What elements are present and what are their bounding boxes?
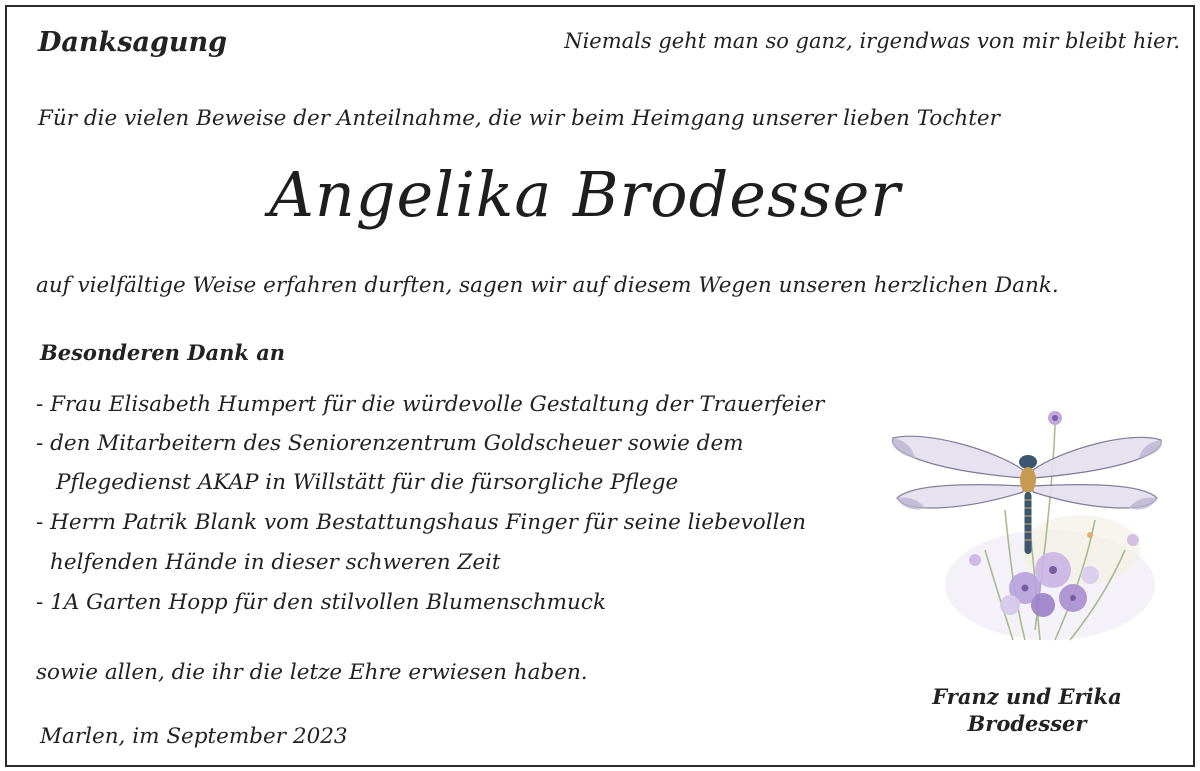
thanks-text: auf vielfältige Weise erfahren durften, sagen wir auf diesem Wegen unseren herzlichen Dank. — [36, 273, 1059, 298]
motto-quote: Niemals geht man so ganz, irgendwas von mir bleibt hier. — [564, 29, 1180, 53]
dragonfly-icon — [885, 400, 1170, 650]
place-date: Marlen, im September 2023 — [40, 724, 348, 749]
thanks-line: helfenden Hände in dieser schweren Zeit — [50, 550, 501, 575]
thanks-line: - Herrn Patrik Blank vom Bestattungshaus Finger für seine liebevollen — [36, 510, 807, 535]
deceased-name: Angelika Brodesser — [269, 158, 901, 231]
closing-text: sowie allen, die ihr die letze Ehre erwiesen haben. — [36, 660, 588, 685]
thanks-line: Pflegedienst AKAP in Willstätt für die fürsorgliche Pflege — [56, 470, 679, 495]
thanks-line: - Frau Elisabeth Humpert für die würdevolle Gestaltung der Trauerfeier — [36, 392, 825, 417]
signature-line: Brodesser — [967, 711, 1087, 736]
notice-title: Danksagung — [38, 27, 227, 58]
intro-text: Für die vielen Beweise der Anteilnahme, die wir beim Heimgang unserer lieben Tochter — [38, 106, 1000, 131]
thanks-line: - den Mitarbeitern des Seniorenzentrum Goldscheuer sowie dem — [36, 431, 744, 456]
thanks-line: - 1A Garten Hopp für den stilvollen Blumenschmuck — [36, 590, 606, 615]
signature-line: Franz und Erika — [932, 684, 1122, 709]
special-thanks-heading: Besonderen Dank an — [40, 340, 286, 365]
